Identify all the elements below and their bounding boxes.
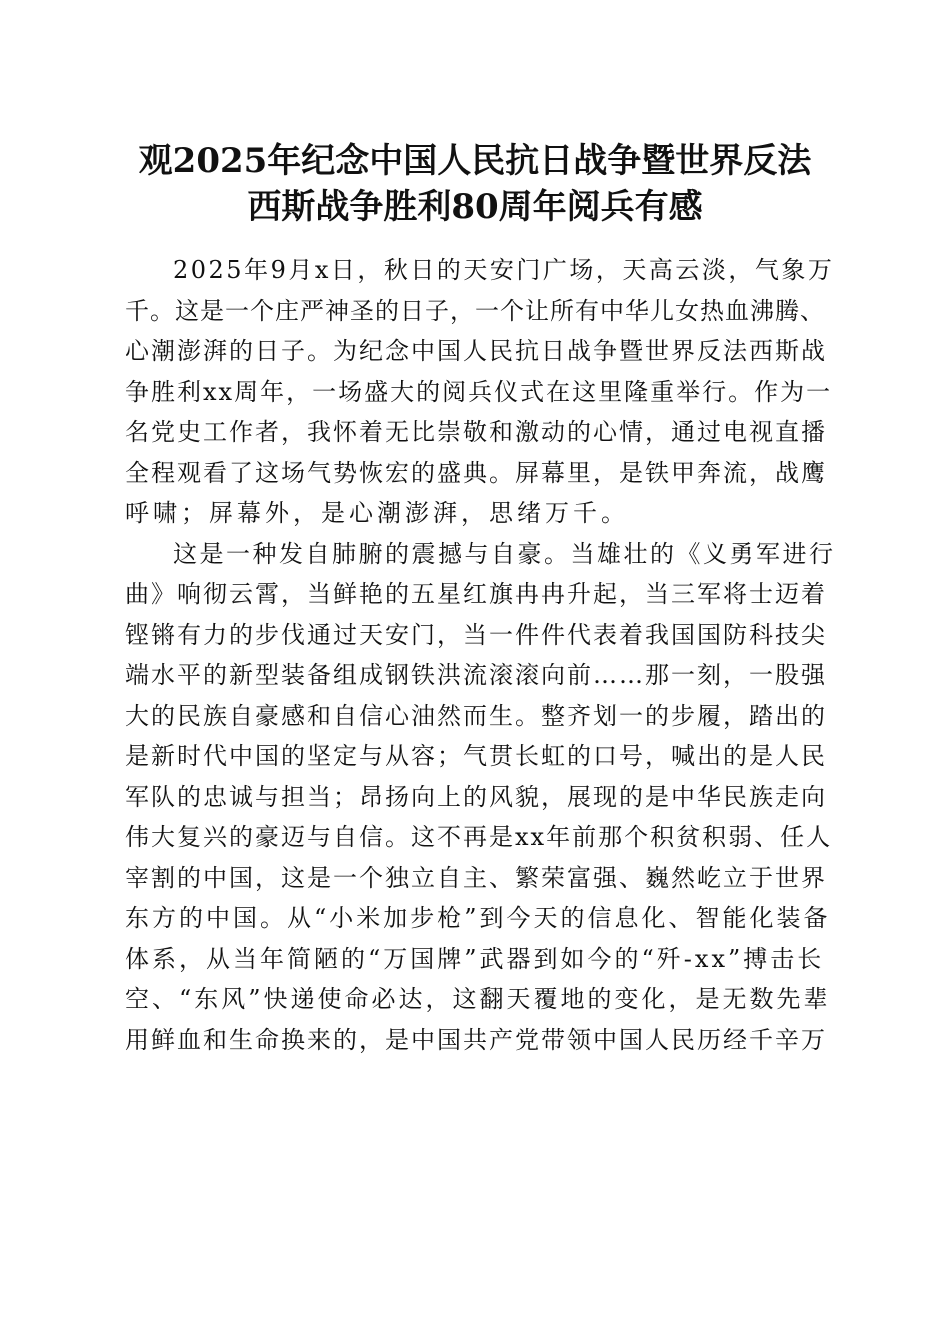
paragraph-2-line: 是新时代中国的坚定与从容；气贯长虹的口号，喊出的是人民 xyxy=(125,742,827,770)
paragraph-2-line: 端水平的新型装备组成钢铁洪流滚滚向前……那一刻，一股强 xyxy=(125,661,827,689)
paragraph-1-line: 千。这是一个庄严神圣的日子，一个让所有中华儿女热血沸腾、 xyxy=(125,296,825,325)
paragraph-2-line: 军队的忠诚与担当；昂扬向上的风貌，展现的是中华民族走向 xyxy=(125,782,827,811)
paragraph-2-line: 曲》响彻云霄，当鲜艳的五星红旗冉冉升起，当三军将士迈着 xyxy=(125,580,827,608)
paragraph-2-line: 空、“东风”快递使命必达，这翻天覆地的变化，是无数先辈 xyxy=(125,985,831,1013)
document-body xyxy=(125,250,836,1060)
paragraph-1-line: 心潮澎湃的日子。为纪念中国人民抗日战争暨世界反法西斯战 xyxy=(125,337,827,365)
paragraph-2-line: 宰割的中国，这是一个独立自主、繁荣富强、巍然屹立于世界 xyxy=(125,863,827,892)
title-line: 西斯战争胜利80周年阅兵有感 xyxy=(247,187,703,227)
document-title xyxy=(100,138,850,230)
paragraph-2-line: 这是一种发自肺腑的震撼与自豪。当雄壮的《义勇军进行 xyxy=(173,539,836,568)
paragraph-1-line: 争胜利xx周年，一场盛大的阅兵仪式在这里隆重举行。作为一 xyxy=(125,377,833,406)
paragraph-2-line: 体系，从当年简陋的“万国牌”武器到如今的“歼-xx”搏击长 xyxy=(125,944,825,973)
paragraph-2-line: 大的民族自豪感和自信心油然而生。整齐划一的步履，踏出的 xyxy=(125,701,827,730)
paragraph-2-line: 东方的中国。从“小米加步枪”到今天的信息化、智能化装备 xyxy=(125,904,831,932)
paragraph-2-line: 用鲜血和生命换来的，是中国共产党带领中国人民历经千辛万 xyxy=(125,1025,827,1054)
paragraph-1-line: 2025年9月x日，秋日的天安门广场，天高云淡，气象万 xyxy=(173,256,835,284)
paragraph-1-line: 全程观看了这场气势恢宏的盛典。屏幕里，是铁甲奔流，战鹰 xyxy=(125,458,827,487)
paragraph-1-line: 名党史工作者，我怀着无比崇敬和激动的心情，通过电视直播 xyxy=(125,418,827,446)
paragraph-1-line: 呼啸；屏幕外，是心潮澎湃，思绪万千。 xyxy=(125,499,629,527)
paragraph-2-line: 铿锵有力的步伐通过天安门，当一件件代表着我国国防科技尖 xyxy=(125,620,827,649)
title-line: 观2025年纪念中国人民抗日战争暨世界反法 xyxy=(138,141,812,181)
paragraph-2-line: 伟大复兴的豪迈与自信。这不再是xx年前那个积贫积弱、任人 xyxy=(125,823,833,851)
